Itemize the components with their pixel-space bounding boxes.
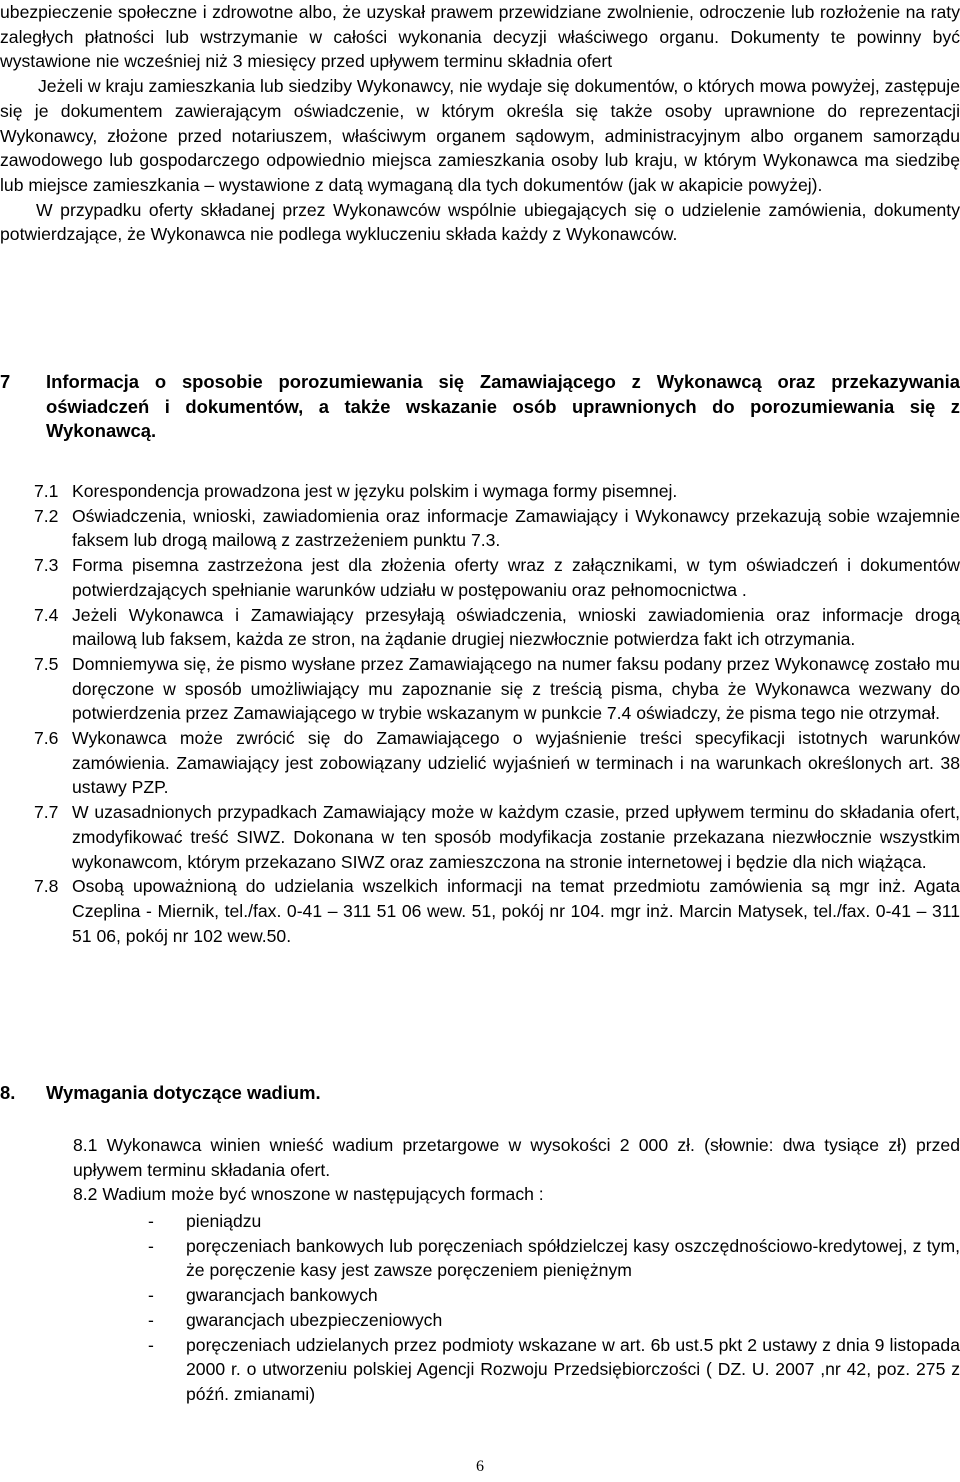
bullet-dash: - (148, 1235, 154, 1256)
section-7-number: 7 (0, 371, 11, 392)
section-7-items (34, 479, 960, 948)
section-8-heading (0, 1081, 321, 1106)
section-8-number: 8. (0, 1082, 16, 1103)
list-item (148, 1234, 960, 1283)
item-number: 7.7 (34, 802, 59, 823)
list-item-text: poręczeniach udzielanych przez podmioty wskazane w art. 6b ust.5 pkt 2 ustawy z dnia 9 listopada 2000 r. o utworzeniu polskiej Agencji Rozwoju Przedsiębiorczości ( DZ. U. 2007 ,nr 42, poz. 275 z późń. zmianami) (186, 1334, 960, 1404)
intro-paragraph-2: Jeżeli w kraju zamieszkania lub siedziby Wykonawcy, nie wydaje się dokumentów, o których mowa powyżej, zastępuje się je dokumentem zawierającym oświadczenie, w którym określa się także osoby uprawnione do reprezentacji Wykonawcy, złożone przed notariuszem, właściwym organem sądowym, administracyjnym albo organem samorządu zawodowego lub gospodarczego odpowiednio miejsca zamieszkania osoby lub kraju, w którym Wykonawca ma siedzibę lub miejsce zamieszkania – wystawione z datą wymaganą dla tych dokumentów (jak w akapicie powyżej). (0, 76, 960, 195)
item-text: Osobą upoważnioną do udzielania wszelkich informacji na temat przedmiotu zamówienia są mgr inż. Agata Czeplina - Miernik, tel./fax. 0-41 – 311 51 06 wew. 51, pokój nr 104. mgr inż. Marcin Matysek, tel./fax. 0-41 – 311 51 06, pokój nr 102 wew.50. (72, 876, 960, 946)
list-item (34, 504, 960, 553)
list-item (34, 553, 960, 602)
section-7-heading (0, 370, 960, 444)
list-item-text: gwarancjach ubezpieczeniowych (186, 1309, 443, 1330)
list-item (34, 479, 960, 504)
list-item (34, 874, 960, 948)
list-item (34, 726, 960, 800)
intro-paragraph-1: ubezpieczenie społeczne i zdrowotne albo, że uzyskał prawem przewidziane zwolnienie, odroczenie lub rozłożenie na raty zaległych płatności lub wstrzymanie w całości wykonania decyzji właściwego organu. Dokumenty te powinny być wystawione nie wcześniej niż 3 miesięcy przed upływem terminu składnia ofert (0, 2, 960, 72)
list-item (148, 1209, 960, 1234)
item-8-2: 8.2 Wadium może być wnoszone w następujących formach : (73, 1184, 544, 1205)
page-number: 6 (476, 1458, 484, 1475)
item-text: Domniemywa się, że pismo wysłane przez Zamawiającego na numer faksu podany przez Wykonawcę zostało mu doręczone w sposób umożliwiający mu zapoznanie się z treścią pisma, chyba że Wykonawca wezwany do potwierdzenia przez Zamawiającego w trybie wskazanym w punkcie 7.4 oświadczy, że pisma tego nie otrzymał. (72, 653, 960, 724)
bullet-dash: - (148, 1211, 154, 1231)
intro-paragraph-3: W przypadku oferty składanej przez Wykonawców wspólnie ubiegających się o udzielenie zamówienia, dokumenty potwierdzające, że Wykonawca nie podlega wykluczeniu składa każdy z Wykonawców. (0, 199, 960, 245)
section-8-items (73, 1133, 960, 1207)
item-8-1: 8.1 Wykonawca winien wnieść wadium przetargowe w wysokości 2 000 zł. (słownie: dwa tysiące zł) przed upływem terminu składania ofert. (73, 1135, 960, 1180)
item-text: Jeżeli Wykonawca i Zamawiający przesyłają oświadczenia, wnioski zawiadomienia oraz informacje drogą mailową lub faksem, każda ze stron, na żądanie drugiej niezwłocznie potwierdza fakt ich otrzymania. (72, 604, 960, 650)
item-number: 7.8 (34, 876, 59, 897)
section-8-title: Wymagania dotyczące wadium. (46, 1082, 321, 1103)
item-number: 7.2 (34, 505, 59, 526)
item-text: Wykonawca może zwrócić się do Zamawiającego o wyjaśnienie treści specyfikacji istotnych warunków zamówienia. Zamawiający jest zobowiązany udzielić wyjaśnień w terminach i na warunkach określonych art. 38 ustawy PZP. (72, 728, 960, 798)
wadium-forms-list (148, 1209, 960, 1407)
item-text: W uzasadnionych przypadkach Zamawiający może w każdym czasie, przed upływem terminu do składania ofert, zmodyfikować treść SIWZ. Dokonana w ten sposób modyfikacja zostanie przekazana niezwłocznie wszystkim wykonawcom, którym przekazano SIWZ oraz zamieszczona na stronie internetowej i będzie dla nich wiążąca. (72, 802, 960, 872)
list-item (34, 652, 960, 726)
bullet-dash: - (148, 1309, 154, 1330)
list-item (34, 800, 960, 874)
item-number: 7.4 (34, 604, 59, 625)
bullet-dash: - (148, 1285, 154, 1306)
item-number: 7.1 (34, 481, 59, 501)
section-7-title: Informacja o sposobie porozumiewania się Zamawiającego z Wykonawcą oraz przekazywania oświadczeń i dokumentów, a także wskazanie osób uprawnionych do porozumiewania się z Wykonawcą. (46, 371, 960, 442)
list-item (34, 603, 960, 652)
list-item (148, 1283, 960, 1308)
item-number: 7.5 (34, 653, 59, 674)
list-item-text: poręczeniach bankowych lub poręczeniach spółdzielczej kasy oszczędnościowo-kredytowej, z tym, że poręczenie kasy jest zawsze poręczeniem pieniężnym (186, 1235, 960, 1281)
list-item-text: pieniądzu (186, 1211, 262, 1231)
bullet-dash: - (148, 1334, 154, 1355)
intro-block (0, 0, 960, 247)
list-item-text: gwarancjach bankowych (186, 1285, 378, 1306)
item-number: 7.3 (34, 555, 59, 576)
item-text: Forma pisemna zastrzeżona jest dla złożenia oferty wraz z załącznikami, w tym oświadczeń i dokumentów potwierdzających spełnianie warunków udziału w postępowaniu oraz pełnomocnictwa . (72, 555, 960, 600)
item-text: Oświadczenia, wnioski, zawiadomienia oraz informacje Zamawiający i Wykonawcy przekazują sobie wzajemnie faksem lub drogą mailową z zastrzeżeniem punktu 7.3. (72, 505, 960, 551)
item-text: Korespondencja prowadzona jest w języku polskim i wymaga formy pisemnej. (72, 481, 678, 501)
list-item (148, 1308, 960, 1333)
list-item (148, 1333, 960, 1407)
item-number: 7.6 (34, 728, 59, 749)
